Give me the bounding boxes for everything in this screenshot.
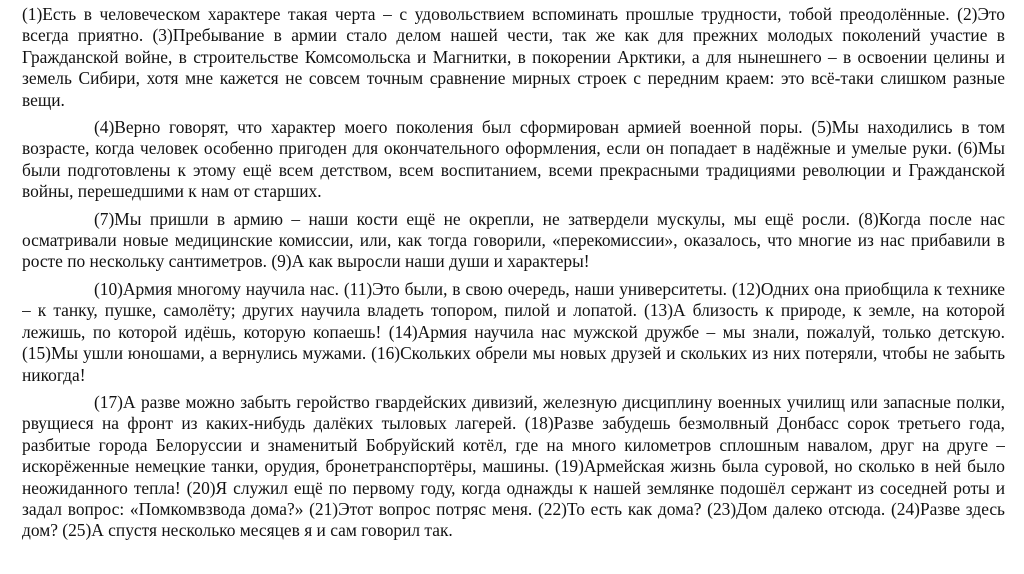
paragraph-1: (1)Есть в человеческом характере такая черта – с удовольствием вспоминать прошлые трудности, тобой преодолённые. (2)Это всегда приятно. (3)Пребывание в армии стало делом нашей чести, так же как для прежних молодых поколений участие в Гражданской войне, в строительстве Комсомольска и Магнитки, в покорении Арктики, а для нынешнего – в освоении целины и земель Сибири, хотя мне кажется не совсем точным сравнение мирных строек с передним краем: это всё-таки слишком разные вещи. [22, 4, 1005, 110]
paragraph-5: (17)А разве можно забыть геройство гвардейских дивизий, железную дисциплину военных училищ или запасные полки, рвущиеся на фронт из каких-нибудь далёких тыловых лагерей. (18)Разве забудешь безмолвный Донбасс сорок третьего года, разбитые города Белоруссии и знаменитый Бобруйский котёл, где на много километров сплошным навалом, друг на друге – искорёженные немецкие танки, орудия, бронетранспортёры, машины. (19)Армейская жизнь была суровой, но сколько в ней было неожиданного тепла! (20)Я служил ещё по первому году, когда однажды к нашей землянке подошёл сержант из соседней роты и задал вопрос: «Помкомвзвода дома?» (21)Этот вопрос потряс меня. (22)То есть как дома? (23)Дом далеко отсюда. (24)Разве здесь дом? (25)А спустя несколько месяцев я и сам говорил так. [22, 391, 1005, 541]
paragraph-3: (7)Мы пришли в армию – наши кости ещё не окрепли, не затвердели мускулы, мы ещё росли. (8)Когда после нас осматривали новые медицинские комиссии, или, как тогда говорили, «перекомиссии», оказалось, что многие из нас прибавили в росте по нескольку сантиметров. (9)А как выросли наши души и характеры! [22, 208, 1005, 272]
paragraph-2: (4)Верно говорят, что характер моего поколения был сформирован армией военной поры. (5)Мы находились в том возрасте, когда человек особенно пригоден для окончательного оформления, если он попадает в надёжные и умелые руки. (6)Мы были подготовлены к этому ещё всем детством, всем воспитанием, всеми прекрасными традициями революции и Гражданской войны, перешедшими к нам от старших. [22, 117, 1005, 202]
paragraph-4: (10)Армия многому научила нас. (11)Это были, в свою очередь, наши университеты. (12)Одних она приобщила к технике – к танку, пушке, самолёту; других научила владеть топором, пилой и лопатой. (13)А близость к природе, к земле, на которой лежишь, по которой идёшь, которую копаешь! (14)Армия научила нас мужской дружбе – мы знали, пожалуй, только детскую. (15)Мы ушли юношами, а вернулись мужами. (16)Скольких обрели мы новых друзей и скольких из них потеряли, чтобы не забыть никогда! [22, 278, 1005, 385]
document-page [22, 4, 1005, 574]
